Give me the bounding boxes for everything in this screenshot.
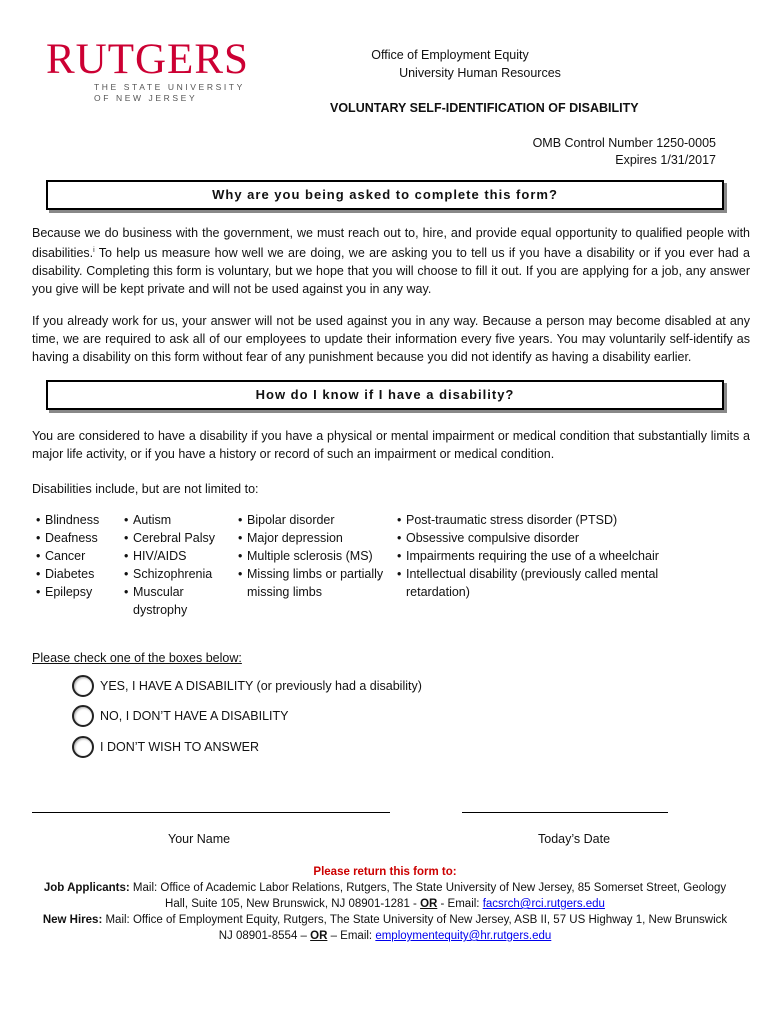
name-signature-line[interactable] — [32, 812, 390, 814]
list-item: • Multiple sclerosis (MS) — [238, 547, 388, 565]
list-item: • Post-traumatic stress disorder (PTSD) — [397, 511, 687, 529]
office-name: Office of Employment Equity — [371, 48, 529, 62]
list-item: • Epilepsy — [36, 583, 116, 601]
radio-no[interactable] — [72, 705, 94, 727]
radio-no-answer[interactable] — [72, 736, 94, 758]
list-item: • Intellectual disability (previously called mental retardation) — [397, 565, 687, 601]
new-hires-info: New Hires: Mail: Office of Employment Equity, Rutgers, The State University of New Jersey, ASB II, 57 US Highway 1, New Brunswick NJ 08901-8554 – OR – Email: employmentequity@hr.rutgers.edu — [42, 914, 728, 942]
date-signature-line[interactable] — [462, 812, 668, 814]
list-item: • Diabetes — [36, 565, 116, 583]
list-item: • Major depression — [238, 529, 388, 547]
list-item: • Cerebral Palsy — [124, 529, 224, 547]
list-item: • Autism — [124, 511, 224, 529]
list-item: • Obsessive compulsive disorder — [397, 529, 687, 547]
section-heading-why: Why are you being asked to complete this form? — [46, 180, 724, 210]
department-name: University Human Resources — [399, 66, 561, 80]
option-yes-label: YES, I HAVE A DISABILITY (or previously had a disability) — [100, 679, 422, 693]
option-no-answer-label: I DON’T WISH TO ANSWER — [100, 740, 260, 754]
option-no-answer[interactable] — [72, 736, 259, 758]
logo-subline-2: OF NEW JERSEY — [94, 93, 198, 103]
list-item: • Missing limbs or partially missing limbs — [238, 565, 388, 601]
radio-yes[interactable] — [72, 675, 94, 697]
disability-list-col-2 — [124, 511, 224, 619]
disability-list-col-3 — [238, 511, 388, 601]
job-applicants-info: Job Applicants: Mail: Office of Academic Labor Relations, Rutgers, The State University of New Jersey, 85 Somerset Street, Geology Hall, Suite 105, New Brunswick, NJ 08901-1281 - OR - Email: facsrch@rci.rutgers.edu — [43, 882, 727, 910]
new-hire-email-link[interactable]: employmentequity@hr.rutgers.edu — [375, 930, 552, 942]
section-heading-how: How do I know if I have a disability? — [46, 380, 724, 410]
list-item: • Schizophrenia — [124, 565, 224, 583]
option-no[interactable] — [72, 705, 288, 727]
form-title: VOLUNTARY SELF-IDENTIFICATION OF DISABILITY — [330, 101, 639, 115]
logo-wordmark: RUTGERS — [46, 36, 249, 83]
disability-list-col-4 — [397, 511, 687, 601]
why-paragraph-1: Because we do business with the government, we must reach out to, hire, and provide equal opportunity to qualified people with disabilities.$^i$ To help us measure how well we are doing, we are asking you to tell us if you have a disability or if you ever had a disability. Completing this form is voluntary, but we hope that you will choose to fill it out. If you are applying for a job, any answer you give will be kept private and will not be used against you in any way. — [32, 226, 750, 297]
option-yes[interactable] — [72, 675, 422, 697]
name-label: Your Name — [168, 832, 231, 846]
list-item: • Bipolar disorder — [238, 511, 388, 529]
list-item: • Blindness — [36, 511, 116, 529]
how-paragraph: You are considered to have a disability if you have a physical or mental impairment or medical condition that substantially limits a major life activity, or if you have a history or record of such an impairment or medical condition. — [32, 429, 750, 461]
list-item: • HIV/AIDS — [124, 547, 224, 565]
list-item: • Muscular dystrophy — [124, 583, 224, 619]
date-label: Today’s Date — [538, 832, 611, 846]
applicant-email-link[interactable]: facsrch@rci.rutgers.edu — [482, 898, 605, 910]
expiration-date: Expires 1/31/2017 — [615, 153, 716, 167]
why-paragraph-2: If you already work for us, your answer will not be used against you in any way. Because a person may become disabled at any time, we are required to ask all of our employees to update their information every five years. You may voluntarily self-identify as having a disability on this form without fear of any punishment because you did not identify as having a disability earlier. — [32, 314, 750, 364]
disabilities-intro: Disabilities include, but are not limited to: — [32, 482, 259, 496]
list-item: • Deafness — [36, 529, 116, 547]
list-item: • Impairments requiring the use of a wheelchair — [397, 547, 687, 565]
rutgers-logo — [46, 38, 249, 104]
return-instructions — [40, 864, 730, 944]
option-no-label: NO, I DON’T HAVE A DISABILITY — [100, 709, 289, 723]
return-heading: Please return this form to: — [313, 866, 457, 878]
logo-subline-1: THE STATE UNIVERSITY — [94, 82, 245, 92]
disability-list-col-1 — [36, 511, 116, 601]
checkbox-instruction: Please check one of the boxes below: — [32, 651, 242, 665]
list-item: • Cancer — [36, 547, 116, 565]
omb-control-number: OMB Control Number 1250-0005 — [532, 136, 716, 150]
